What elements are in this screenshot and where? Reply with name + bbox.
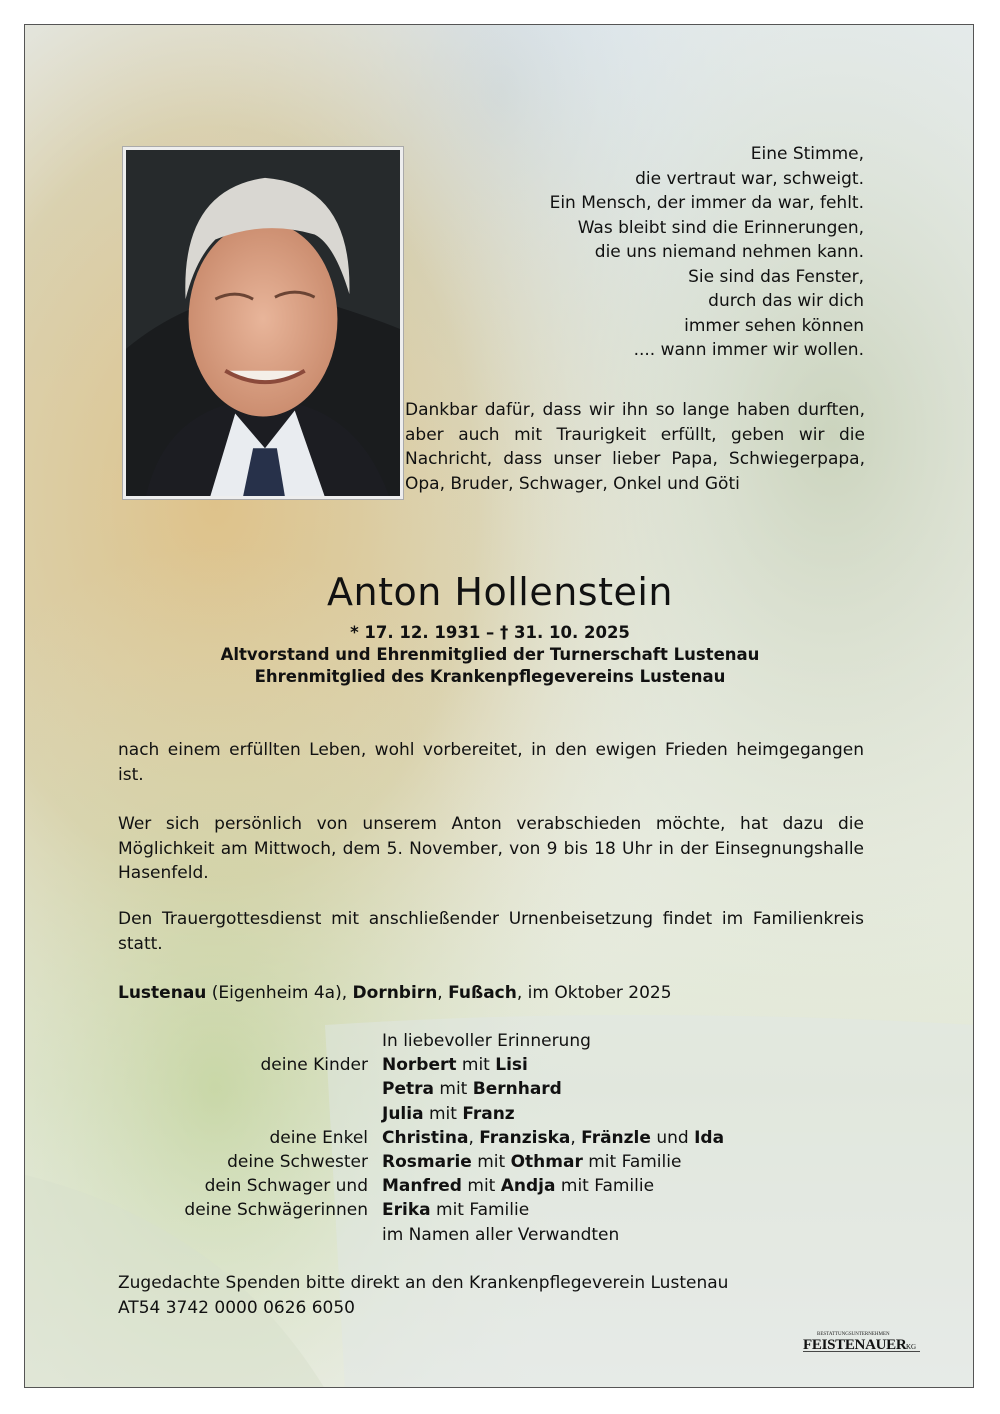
place-name: Fußach (448, 983, 517, 1003)
iban: AT54 3742 0000 0626 6050 (118, 1297, 355, 1318)
poem-line: Was bleibt sind die Erinnerungen, (577, 217, 864, 238)
honor-line: Ehrenmitglied des Krankenpflegevereins Lustenau (254, 667, 726, 686)
mourner-name: Rosmarie (382, 1152, 472, 1173)
paragraph-line: Hasenfeld. (118, 863, 209, 883)
deceased-name: Anton Hollenstein (326, 570, 673, 614)
mourners-row (118, 1174, 864, 1198)
connector: , (570, 1127, 582, 1148)
mourner-name: Bernhard (472, 1079, 562, 1100)
place-name: Dornbirn (352, 983, 438, 1003)
place-name: Lustenau (118, 983, 207, 1003)
mourners-heading: In liebevoller Erinnerung (382, 1031, 591, 1051)
address: (Eigenheim 4a) (211, 983, 342, 1003)
location-date-line (118, 981, 864, 1006)
mourner-name: Franz (462, 1103, 515, 1124)
mourner-name: Petra (382, 1079, 434, 1100)
connector: mit (461, 1176, 501, 1197)
mourner-name: Othmar (510, 1152, 583, 1173)
poem-line: durch das wir dich (708, 291, 864, 311)
poem-line: Eine Stimme, (750, 144, 864, 164)
paragraph-line: Möglichkeit am Mittwoch, dem 5. November, von 9 bis 18 Uhr in der Einsegnungshalle (118, 838, 864, 859)
life-dates: * 17. 12. 1931 – † 31. 10. 2025 (350, 623, 630, 642)
mourners-row (118, 1150, 864, 1174)
mourner-name: Julia (382, 1103, 424, 1124)
connector: mit (471, 1152, 511, 1173)
paragraph-line: ist. (118, 764, 144, 785)
mourners-list (118, 1029, 864, 1247)
logo-small-text: BESTATTUNGSUNTERNEHMEN (817, 1332, 890, 1337)
relation-label: dein Schwager und (204, 1176, 368, 1197)
intro-text (405, 398, 865, 496)
mourners-closing: im Namen aller Verwandten (382, 1224, 620, 1245)
poem-line: die vertraut war, schweigt. (635, 168, 864, 189)
mourner-name: Ida (694, 1127, 725, 1148)
poem-line: immer sehen können (684, 315, 864, 336)
poem-line: .... wann immer wir wollen. (633, 340, 864, 360)
relation-label: deine Schwester (227, 1152, 368, 1173)
mourners-row (118, 1223, 864, 1247)
mourners-row (118, 1077, 864, 1101)
paragraph-farewell (118, 812, 864, 886)
mourner-name: Erika (382, 1200, 431, 1221)
mourners-row (118, 1053, 864, 1077)
connector: mit Familie (430, 1200, 530, 1221)
paragraph-service (118, 907, 864, 956)
mourners-row (118, 1198, 864, 1222)
memorial-poem (464, 142, 864, 363)
funeral-home-logo (803, 1329, 923, 1353)
intro-line: Nachricht, dass unser lieber Papa, Schwiegerpapa, (405, 449, 865, 469)
relation-label: deine Kinder (260, 1055, 368, 1076)
separator: , (341, 983, 353, 1003)
connector: mit (433, 1079, 473, 1100)
poem-line: Sie sind das Fenster, (688, 266, 864, 287)
mourners-row (118, 1126, 864, 1150)
relation-label: deine Schwägerinnen (184, 1200, 368, 1221)
mourners-row (118, 1029, 864, 1053)
poem-line: die uns niemand nehmen kann. (594, 242, 864, 262)
separator: , (516, 983, 523, 1003)
mourner-name: Andja (500, 1176, 556, 1197)
connector: mit (456, 1055, 496, 1076)
mourner-name: Christina (382, 1127, 469, 1148)
mourner-name: Franziska (479, 1127, 571, 1148)
date-text: im Oktober 2025 (522, 983, 672, 1003)
connector: , (468, 1127, 480, 1148)
paragraph-line: statt. (118, 933, 163, 954)
intro-line: Opa, Bruder, Schwager, Onkel und Göti (405, 473, 740, 494)
connector: mit (423, 1103, 463, 1124)
intro-line: aber auch mit Traurigkeit erfüllt, geben wir die (405, 424, 865, 445)
mourner-name: Lisi (495, 1055, 528, 1076)
logo-main-text: FEISTENAUER (803, 1337, 907, 1353)
paragraph-passing (118, 738, 864, 787)
intro-line: Dankbar dafür, dass wir ihn so lange haben durften, (405, 400, 865, 420)
donation-note (118, 1271, 864, 1320)
paragraph-line: Wer sich persönlich von unserem Anton verabschieden möchte, hat dazu die (118, 814, 864, 834)
mourners-row (118, 1102, 864, 1126)
paragraph-line: nach einem erfüllten Leben, wohl vorbereitet, in den ewigen Frieden heimgegangen (118, 740, 864, 760)
connector: und (650, 1127, 695, 1148)
donation-line: Zugedachte Spenden bitte direkt an den Krankenpflegeverein Lustenau (118, 1273, 729, 1293)
logo-suffix: KG (906, 1343, 917, 1351)
portrait-photo-frame (122, 146, 404, 500)
paragraph-line: Den Trauergottesdienst mit anschließender Urnenbeisetzung findet im Familienkreis (118, 909, 864, 929)
poem-line: Ein Mensch, der immer da war, fehlt. (549, 193, 864, 213)
connector: mit Familie (582, 1152, 682, 1173)
mourner-name: Fränzle (581, 1127, 651, 1148)
connector: mit Familie (555, 1176, 655, 1197)
mourner-name: Norbert (382, 1055, 457, 1076)
separator: , (437, 983, 449, 1003)
portrait-photo (126, 150, 400, 496)
life-details (0, 622, 980, 688)
relation-label: deine Enkel (269, 1127, 368, 1148)
mourner-name: Manfred (382, 1176, 462, 1197)
honor-line: Altvorstand und Ehrenmitglied der Turnerschaft Lustenau (220, 645, 760, 664)
